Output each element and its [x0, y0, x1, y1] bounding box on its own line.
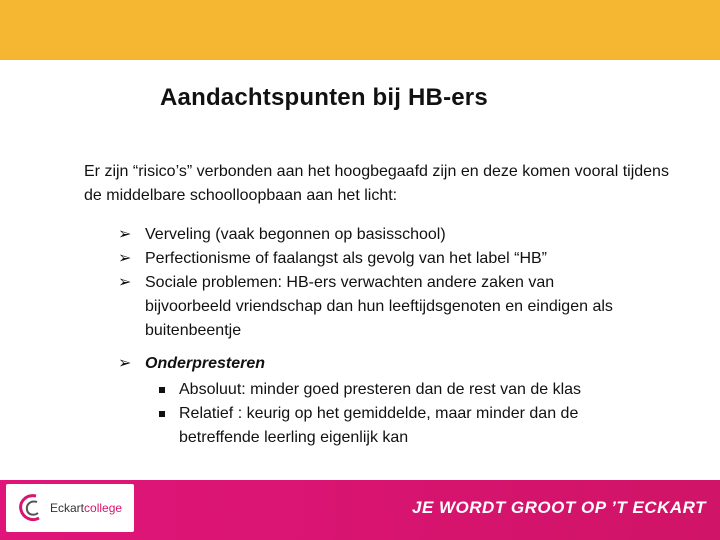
arrow-bullet-icon: ➢	[118, 250, 132, 267]
list-item	[118, 352, 658, 450]
underperformance-heading: Onderpresteren	[145, 355, 266, 372]
square-bullet-icon	[159, 387, 165, 393]
risk-list	[118, 223, 618, 343]
logo-swirl-icon	[16, 492, 44, 524]
risk-text: Perfectionisme of faalangst als gevolg van het label “HB”	[145, 250, 547, 267]
arrow-bullet-icon: ➢	[118, 226, 132, 243]
logo-wordmark	[50, 501, 122, 515]
sublist-text: Relatief : keurig op het gemiddelde, maar minder dan de betreffende leerling eigenlijk kan	[179, 405, 579, 446]
underperformance-sublist	[145, 378, 645, 450]
square-bullet-icon	[159, 411, 165, 417]
underperformance-list	[118, 352, 658, 450]
intro-paragraph: Er zijn “risico’s” verbonden aan het hoogbegaafd zijn en deze komen vooral tijdens de middelbare schoolloopbaan aan het licht:	[84, 163, 669, 204]
risk-text: Verveling (vaak begonnen op basisschool)	[145, 226, 446, 243]
arrow-bullet-icon: ➢	[118, 355, 132, 372]
logo-word-college: college	[84, 501, 123, 515]
eckart-college-logo	[6, 484, 134, 532]
sublist-item	[145, 378, 645, 402]
risk-text: Sociale problemen: HB-ers verwachten andere zaken van bijvoorbeeld vriendschap dan hun leeftijdsgenoten en eindigen als buitenbeentje	[145, 274, 613, 339]
arrow-bullet-icon: ➢	[118, 274, 132, 291]
top-accent-band	[0, 0, 720, 60]
logo-word-eckart: Eckart	[50, 501, 85, 515]
sublist-item	[145, 402, 645, 450]
sublist-text: Absoluut: minder goed presteren dan de rest van de klas	[179, 381, 582, 398]
slide-title: Aandachtspunten bij HB-ers	[160, 84, 488, 111]
list-item	[118, 247, 618, 271]
list-item	[118, 271, 618, 343]
footer-slogan: JE WORDT GROOT OP ’T ECKART	[411, 498, 706, 517]
list-item	[118, 223, 618, 247]
